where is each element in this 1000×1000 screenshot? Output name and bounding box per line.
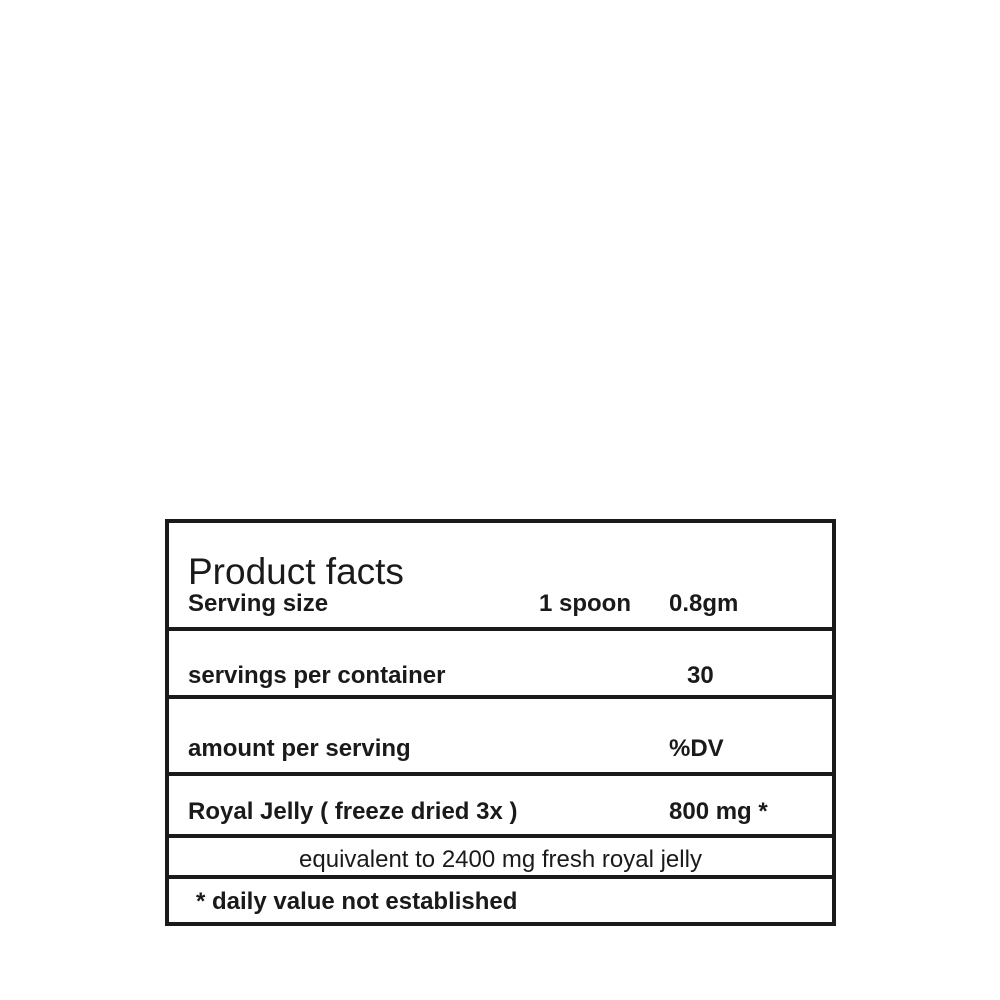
divider (169, 627, 832, 631)
divider (169, 695, 832, 699)
servings-per-container-value: 30 (687, 662, 714, 689)
product-facts-label (165, 519, 836, 926)
servings-per-container-label: servings per container (188, 662, 446, 689)
footnote: * daily value not established (196, 888, 518, 915)
divider (169, 834, 832, 838)
amount-per-serving-label: amount per serving (188, 735, 411, 762)
percent-dv-header: %DV (669, 735, 724, 762)
ingredient-amount: 800 mg * (669, 798, 768, 825)
label-title: Product facts (188, 551, 404, 592)
divider (169, 772, 832, 776)
ingredient-name: Royal Jelly ( freeze dried 3x ) (188, 798, 518, 825)
serving-size-amount: 1 spoon (539, 590, 632, 617)
serving-size-weight: 0.8gm (669, 590, 739, 617)
divider (169, 875, 832, 879)
equivalent-note: equivalent to 2400 mg fresh royal jelly (299, 846, 702, 873)
serving-size-label: Serving size (188, 590, 329, 617)
